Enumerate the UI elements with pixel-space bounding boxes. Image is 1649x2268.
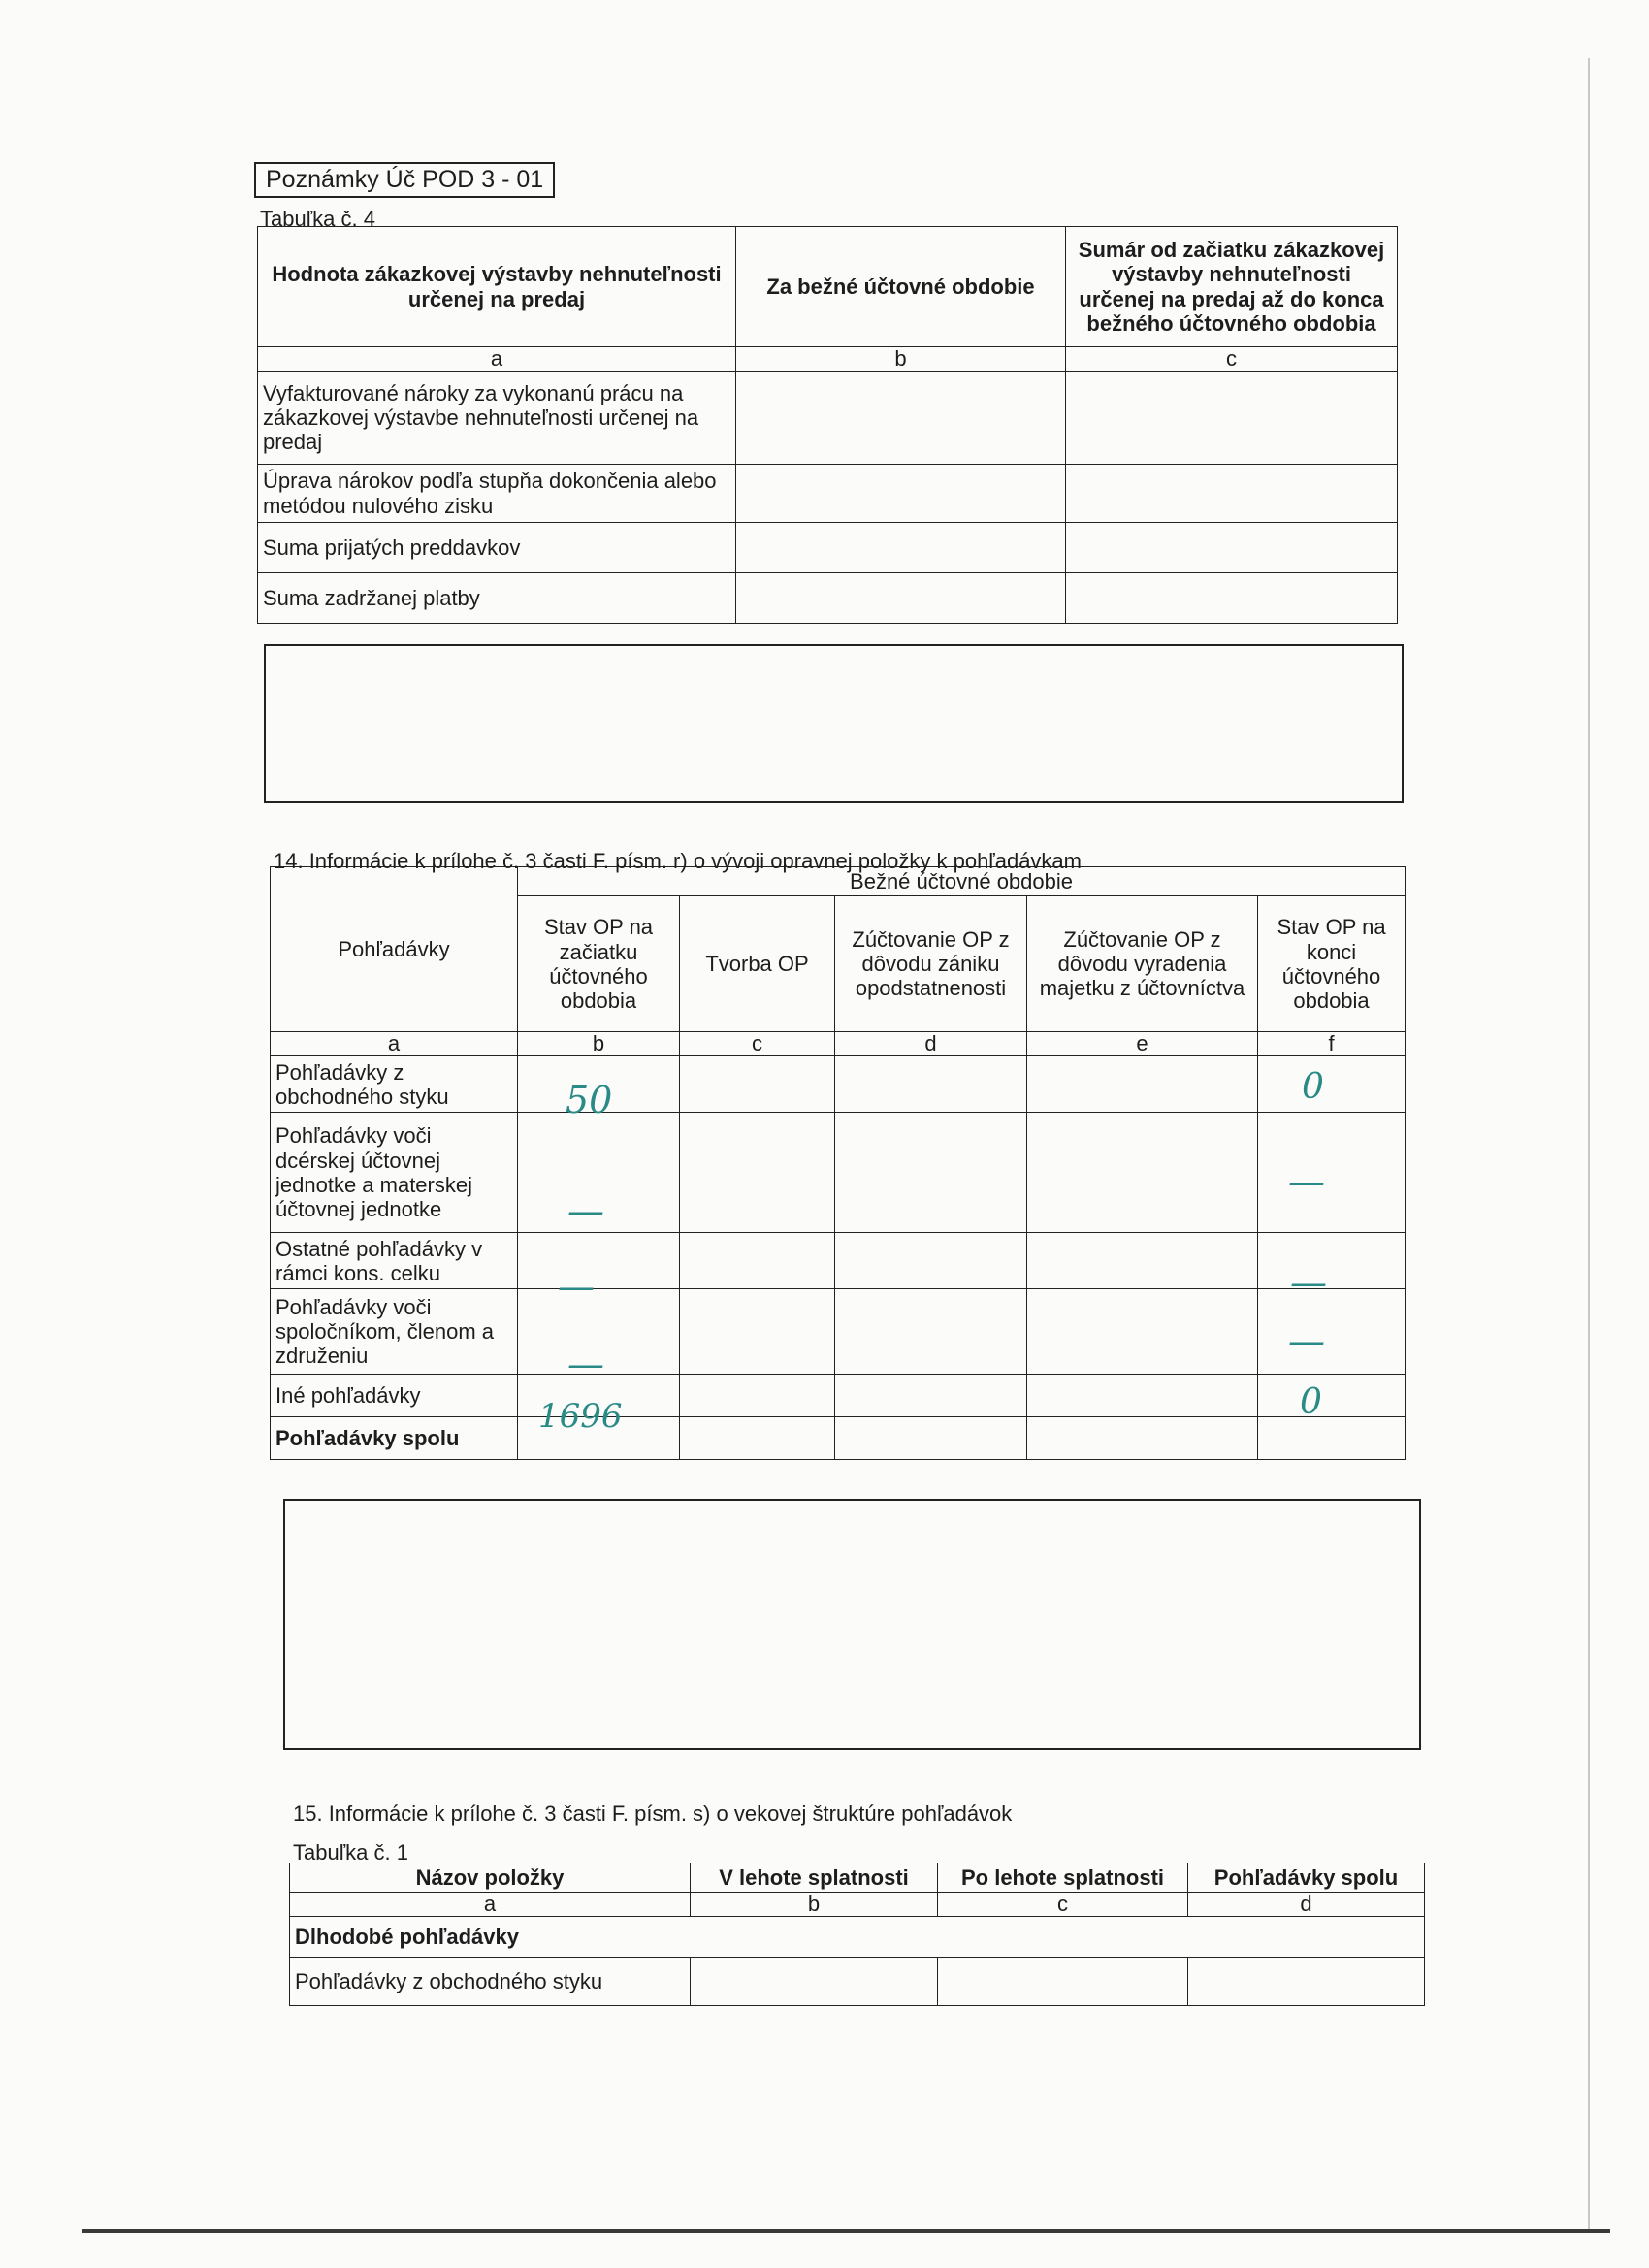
- handwritten-value: 0: [1300, 1382, 1322, 1422]
- t14-header-f: Stav OP na konci účtovného obdobia: [1258, 896, 1406, 1032]
- t14-cell: [1027, 1417, 1258, 1460]
- table-14: [270, 866, 1406, 1460]
- t4-cell: [1066, 523, 1398, 573]
- t15-letter-a: a: [290, 1893, 691, 1917]
- t14-row-label: Ostatné pohľadávky v rámci kons. celku: [271, 1233, 518, 1289]
- t4-letter-b: b: [736, 347, 1066, 372]
- t14-cell-f: [1258, 1113, 1406, 1233]
- t4-header-a: Hodnota zákazkovej výstavby nehnuteľnosti určenej na predaj: [258, 227, 736, 347]
- section15-caption: Tabuľka č. 1: [293, 1840, 408, 1864]
- t4-cell: [1066, 465, 1398, 523]
- section14-title: 14. Informácie k prílohe č. 3 časti F. písm. r) o vývoji opravnej položky k pohľadávkam: [274, 849, 1082, 873]
- t15-cell: [691, 1958, 938, 2006]
- t4-cell: [736, 372, 1066, 465]
- t14-cell: [680, 1417, 835, 1460]
- t14-header-b: Stav OP na začiatku účtovného obdobia: [518, 896, 680, 1032]
- t15-letter-d: d: [1188, 1893, 1425, 1917]
- t14-letter-c: c: [680, 1032, 835, 1056]
- t14-header-d: Zúčtovanie OP z dôvodu zániku opodstatnenosti: [835, 896, 1027, 1032]
- section15-title: 15. Informácie k prílohe č. 3 časti F. písm. s) o vekovej štruktúre pohľadávok: [293, 1801, 1013, 1826]
- t14-cell: [835, 1233, 1027, 1289]
- t14-cell: [680, 1375, 835, 1417]
- t4-letter-c: c: [1066, 347, 1398, 372]
- page-edge-right: [1588, 58, 1590, 2231]
- t14-letter-d: d: [835, 1032, 1027, 1056]
- t14-group-header: Bežné účtovné obdobie: [518, 867, 1406, 896]
- t14-cell: [1258, 1417, 1406, 1460]
- table4-caption: Tabuľka č. 4: [260, 207, 375, 231]
- t4-cell: [736, 523, 1066, 573]
- t4-row-label: Suma prijatých preddavkov: [258, 523, 736, 573]
- t4-row-label: Suma zadržanej platby: [258, 573, 736, 624]
- t14-cell: [1027, 1289, 1258, 1375]
- t4-row-label: Vyfakturované nároky za vykonanú prácu na zákazkovej výstavbe nehnuteľnosti určenej na predaj: [258, 372, 736, 465]
- t15-letter-c: c: [938, 1893, 1188, 1917]
- t14-cell: [835, 1375, 1027, 1417]
- t14-cell: [680, 1113, 835, 1233]
- handwritten-value: —: [567, 1343, 604, 1385]
- table-4: [257, 226, 1398, 624]
- table14-notes-box: [283, 1499, 1421, 1750]
- t15-header-d: Pohľadávky spolu: [1188, 1863, 1425, 1893]
- t14-letter-b: b: [518, 1032, 680, 1056]
- t14-letter-e: e: [1027, 1032, 1258, 1056]
- t14-cell: [1027, 1233, 1258, 1289]
- t4-cell: [736, 465, 1066, 523]
- t15-letter-b: b: [691, 1893, 938, 1917]
- t14-cell-b: [518, 1233, 680, 1289]
- handwritten-value: 50: [566, 1079, 613, 1121]
- t14-total-label: Pohľadávky spolu: [271, 1417, 518, 1460]
- t4-header-b: Za bežné účtovné obdobie: [736, 227, 1066, 347]
- form-code-label: Poznámky Úč POD 3 - 01: [254, 162, 555, 198]
- t14-cell: [835, 1056, 1027, 1113]
- t15-cell: [938, 1958, 1188, 2006]
- t14-letter-f: f: [1258, 1032, 1406, 1056]
- t14-cell: [835, 1289, 1027, 1375]
- t14-cell-f: [1258, 1056, 1406, 1113]
- t15-header-b: V lehote splatnosti: [691, 1863, 938, 1893]
- t14-letter-a: a: [271, 1032, 518, 1056]
- handwritten-value: —: [1290, 1261, 1327, 1304]
- t15-header-a: Názov položky: [290, 1863, 691, 1893]
- t14-row-label: Pohľadávky z obchodného styku: [271, 1056, 518, 1113]
- t14-header-c: Tvorba OP: [680, 896, 835, 1032]
- t4-cell: [1066, 573, 1398, 624]
- table4-notes-box: [264, 644, 1404, 803]
- t14-cell: [835, 1417, 1027, 1460]
- t4-header-c: Sumár od začiatku zákazkovej výstavby nehnuteľnosti určenej na predaj až do konca bežného účtovného obdobia: [1066, 227, 1398, 347]
- t4-letter-a: a: [258, 347, 736, 372]
- t15-header-c: Po lehote splatnosti: [938, 1863, 1188, 1893]
- handwritten-value: —: [567, 1189, 604, 1232]
- t14-cell-f: [1258, 1375, 1406, 1417]
- t14-cell: [680, 1289, 835, 1375]
- t15-cell: [1188, 1958, 1425, 2006]
- t4-row-label: Úprava nárokov podľa stupňa dokončenia alebo metódou nulového zisku: [258, 465, 736, 523]
- table-15: [289, 1863, 1425, 2006]
- handwritten-value: —: [1288, 1319, 1325, 1362]
- t14-row-label: Pohľadávky voči spoločníkom, členom a združeniu: [271, 1289, 518, 1375]
- t14-row-label: Pohľadávky voči dcérskej účtovnej jednotke a materskej účtovnej jednotke: [271, 1113, 518, 1233]
- t14-header-e: Zúčtovanie OP z dôvodu vyradenia majetku z účtovníctva: [1027, 896, 1258, 1032]
- t4-cell: [736, 573, 1066, 624]
- t14-cell: [1027, 1113, 1258, 1233]
- handwritten-value: —: [1288, 1160, 1325, 1203]
- handwritten-value: —: [558, 1265, 595, 1308]
- t14-cell: [680, 1056, 835, 1113]
- t14-header-a: Pohľadávky: [271, 867, 518, 1032]
- t14-cell: [835, 1113, 1027, 1233]
- t14-cell: [1027, 1056, 1258, 1113]
- t14-row-label: Iné pohľadávky: [271, 1375, 518, 1417]
- t14-cell: [1027, 1375, 1258, 1417]
- t15-row-label: Pohľadávky z obchodného styku: [290, 1958, 691, 2006]
- handwritten-value: 0: [1302, 1067, 1324, 1107]
- t14-cell-f: [1258, 1233, 1406, 1289]
- page-edge-bottom: [82, 2229, 1610, 2233]
- t14-cell: [680, 1233, 835, 1289]
- t14-cell-f: [1258, 1289, 1406, 1375]
- handwritten-value: 1696: [538, 1397, 623, 1436]
- t4-cell: [1066, 372, 1398, 465]
- t15-section-row: Dlhodobé pohľadávky: [290, 1917, 1425, 1958]
